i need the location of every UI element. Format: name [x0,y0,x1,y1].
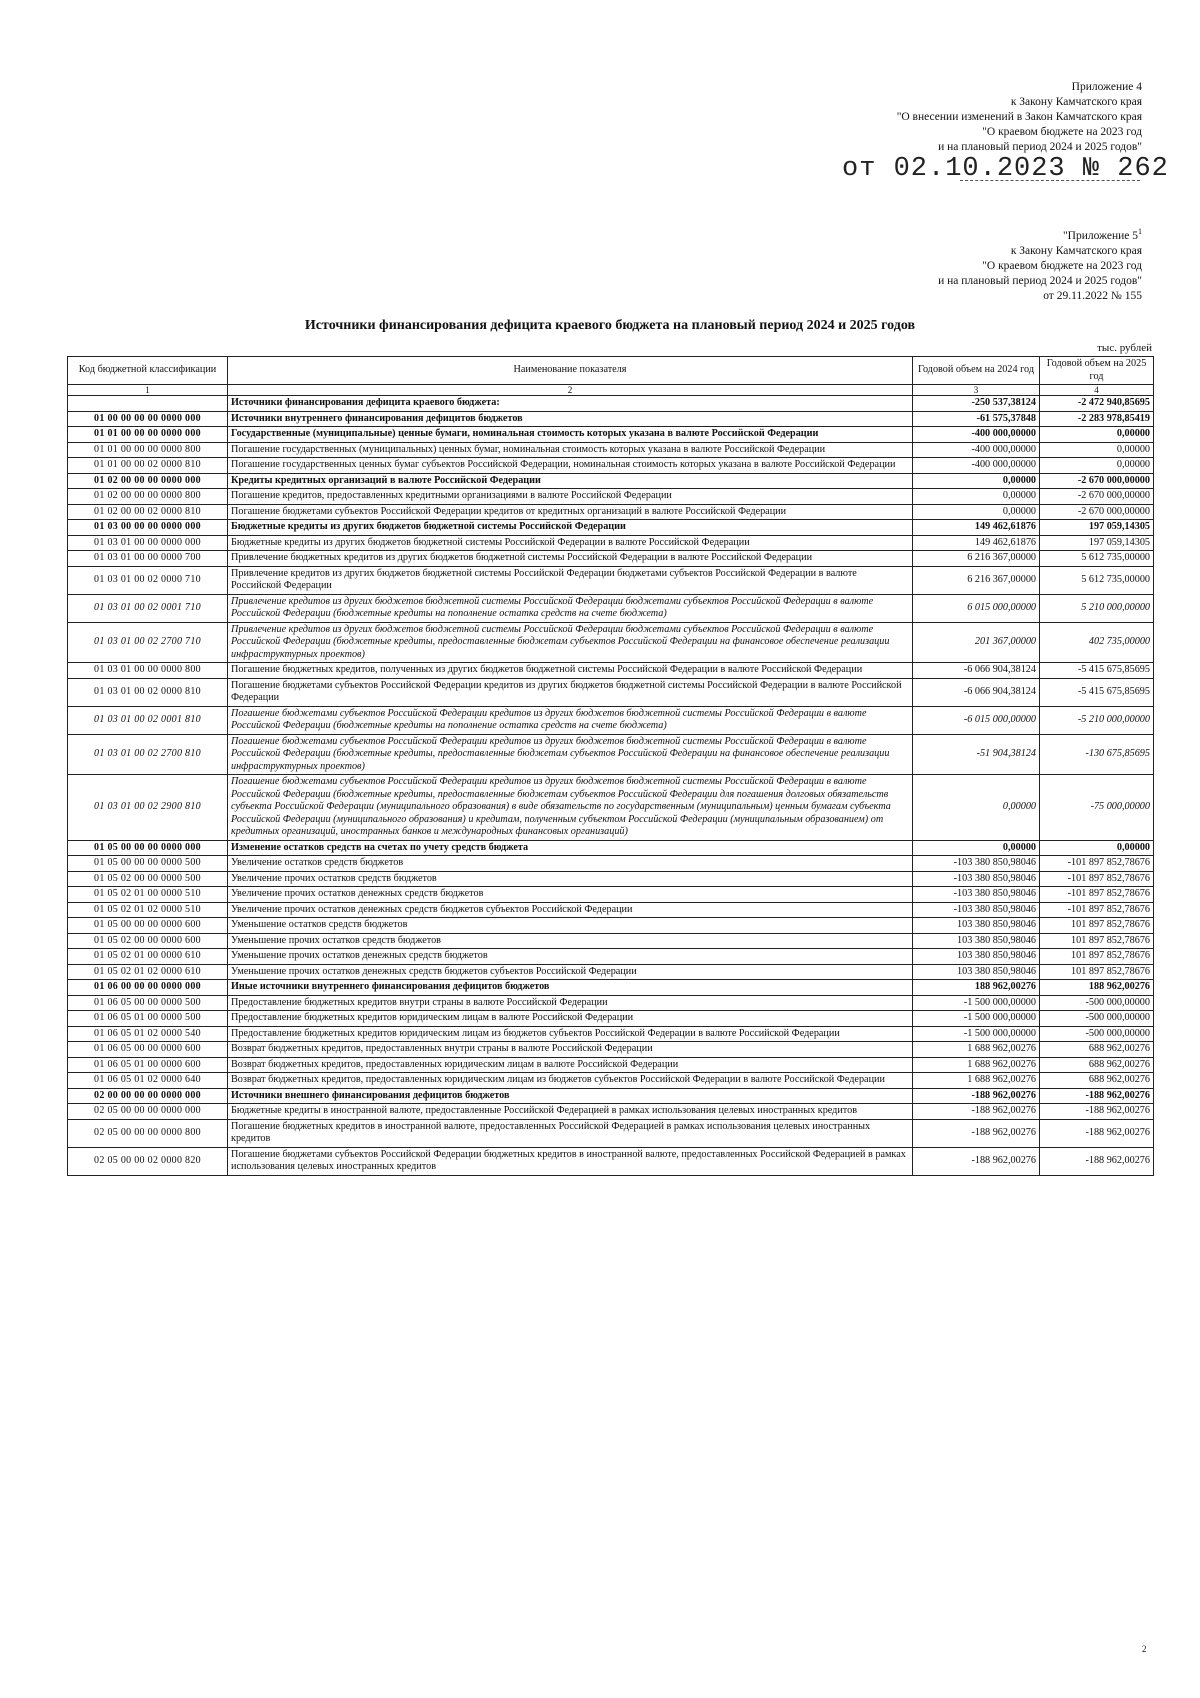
table-row [68,1088,1154,1104]
table-row [68,427,1154,443]
cell-code: 01 05 02 01 02 0000 510 [68,902,228,918]
cell-code: 01 05 00 00 00 0000 600 [68,918,228,934]
cell-value-2024: 0,00000 [913,489,1040,505]
cell-code: 01 05 00 00 00 0000 500 [68,856,228,872]
cell-value-2025: -2 670 000,00000 [1040,489,1154,505]
cell-name: Предоставление бюджетных кредитов внутри страны в валюте Российской Федерации [228,995,913,1011]
cell-code: 01 06 05 00 00 0000 500 [68,995,228,1011]
appendix-header-line: Приложение 4 [1071,81,1142,93]
table-row [68,504,1154,520]
table-row [68,535,1154,551]
cell-name: Привлечение кредитов из других бюджетов бюджетной системы Российской Федерации бюджетами субъектов Российской Федерации в валюте Российской Федерации [228,566,913,594]
table-row [68,1073,1154,1089]
cell-value-2024: -6 066 904,38124 [913,678,1040,706]
cell-value-2025: -2 670 000,00000 [1040,473,1154,489]
cell-value-2025: -188 962,00276 [1040,1119,1154,1147]
cell-name: Предоставление бюджетных кредитов юридическим лицам в валюте Российской Федерации [228,1011,913,1027]
cell-code: 01 02 00 00 00 0000 000 [68,473,228,489]
cell-code: 01 03 01 00 02 0001 810 [68,706,228,734]
cell-value-2024: -250 537,38124 [913,396,1040,412]
table-row [68,840,1154,856]
cell-name: Погашение бюджетами субъектов Российской Федерации кредитов от кредитных организаций в валюте Российской Федерации [228,504,913,520]
cell-code: 01 05 02 00 00 0000 500 [68,871,228,887]
cell-code: 01 05 02 00 00 0000 600 [68,933,228,949]
cell-value-2024: 6 015 000,00000 [913,594,1040,622]
cell-value-2025: -5 210 000,00000 [1040,706,1154,734]
cell-value-2024: -6 066 904,38124 [913,663,1040,679]
cell-code: 01 03 01 00 00 0000 000 [68,535,228,551]
cell-code: 01 03 01 00 02 0001 710 [68,594,228,622]
cell-code: 01 03 01 00 02 0000 810 [68,678,228,706]
table-row [68,980,1154,996]
cell-value-2024: 0,00000 [913,504,1040,520]
table-row [68,594,1154,622]
appendix-header-line: "О краевом бюджете на 2023 год [982,126,1142,138]
cell-value-2025: 101 897 852,78676 [1040,933,1154,949]
appendix-header [897,80,1142,155]
document-title: Источники финансирования дефицита краевого бюджета на плановый период 2024 и 2025 годов [304,318,916,333]
cell-name: Погашение бюджетами субъектов Российской Федерации кредитов из других бюджетов бюджетной системы Российской Федерации в валюте Российской Федерации (бюджетные кредиты, предоставленные бюджетам субъектов Российской Федерации на финансовое обеспечение реализации инфраструктурных проектов) [228,734,913,775]
cell-value-2024: -103 380 850,98046 [913,902,1040,918]
cell-value-2024: 201 367,00000 [913,622,1040,663]
cell-code: 01 06 05 01 02 0000 540 [68,1026,228,1042]
cell-code: 02 05 00 00 00 0000 800 [68,1119,228,1147]
column-index: 3 [913,385,1040,396]
table-row [68,1011,1154,1027]
cell-value-2024: -188 962,00276 [913,1147,1040,1175]
column-header-code: Код бюджетной классификации [68,357,228,385]
original-appendix-line: от 29.11.2022 № 155 [1043,289,1142,302]
cell-value-2024: 1 688 962,00276 [913,1057,1040,1073]
cell-value-2025: -2 283 978,85419 [1040,411,1154,427]
cell-code: 01 01 00 00 00 0000 800 [68,442,228,458]
cell-value-2025: -101 897 852,78676 [1040,871,1154,887]
appendix-header-line: к Закону Камчатского края [1010,96,1142,108]
cell-name: Погашение бюджетами субъектов Российской Федерации кредитов из других бюджетов бюджетной системы Российской Федерации в валюте Российской Федерации (бюджетные кредиты на пополнение остатка средств на счете бюджета) [228,706,913,734]
cell-value-2024: -188 962,00276 [913,1088,1040,1104]
cell-value-2025: -188 962,00276 [1040,1147,1154,1175]
cell-name: Привлечение кредитов из других бюджетов бюджетной системы Российской Федерации бюджетами субъектов Российской Федерации в валюте Российской Федерации (бюджетные кредиты, предоставленные бюджетам субъектов Российской Федерации на финансовое обеспечение реализации инфраструктурных проектов) [228,622,913,663]
cell-value-2024: -103 380 850,98046 [913,871,1040,887]
page-mark: 2 [1142,1644,1147,1654]
cell-code: 01 01 00 00 02 0000 810 [68,458,228,474]
cell-value-2025: 5 612 735,00000 [1040,566,1154,594]
table-row [68,734,1154,775]
column-index: 4 [1040,385,1154,396]
cell-code: 01 06 05 01 00 0000 600 [68,1057,228,1073]
cell-name: Увеличение прочих остатков денежных средств бюджетов субъектов Российской Федерации [228,902,913,918]
cell-value-2025: -500 000,00000 [1040,995,1154,1011]
cell-code: 02 05 00 00 02 0000 820 [68,1147,228,1175]
table-row [68,458,1154,474]
cell-code: 01 03 01 00 00 0000 800 [68,663,228,679]
cell-name: Привлечение кредитов из других бюджетов бюджетной системы Российской Федерации бюджетами субъектов Российской Федерации в валюте Российской Федерации (бюджетные кредиты на пополнение остатка средств на счете бюджета) [228,594,913,622]
cell-value-2025: -2 472 940,85695 [1040,396,1154,412]
units-label: тыс. рублей [1097,342,1152,354]
table-row [68,949,1154,965]
cell-name: Погашение кредитов, предоставленных кредитными организациями в валюте Российской Федерации [228,489,913,505]
cell-name: Возврат бюджетных кредитов, предоставленных юридическим лицам в валюте Российской Федерации [228,1057,913,1073]
cell-value-2025: 188 962,00276 [1040,980,1154,996]
cell-name: Бюджетные кредиты из других бюджетов бюджетной системы Российской Федерации [228,520,913,536]
table-row [68,566,1154,594]
cell-name: Погашение бюджетных кредитов в иностранной валюте, предоставленных Российской Федерацией в рамках использования целевых иностранных кредитов [228,1119,913,1147]
cell-name: Уменьшение прочих остатков средств бюджетов [228,933,913,949]
table-row [68,775,1154,841]
table-row [68,396,1154,412]
original-appendix-header [938,224,1142,304]
cell-name: Погашение бюджетных кредитов, полученных из других бюджетов бюджетной системы Российской Федерации в валюте Российской Федерации [228,663,913,679]
cell-name: Источники внешнего финансирования дефицитов бюджетов [228,1088,913,1104]
cell-code: 01 03 01 00 02 2900 810 [68,775,228,841]
cell-value-2024: 6 216 367,00000 [913,551,1040,567]
cell-code: 01 03 01 00 02 2700 810 [68,734,228,775]
cell-value-2024: 103 380 850,98046 [913,933,1040,949]
cell-code: 01 03 01 00 02 2700 710 [68,622,228,663]
cell-code: 01 05 02 01 02 0000 610 [68,964,228,980]
cell-value-2025: -130 675,85695 [1040,734,1154,775]
budget-sources-table [67,356,1154,1176]
cell-name: Погашение бюджетами субъектов Российской Федерации кредитов из других бюджетов бюджетной системы Российской Федерации в валюте Российской Федерации [228,678,913,706]
cell-name: Изменение остатков средств на счетах по учету средств бюджета [228,840,913,856]
cell-value-2025: 688 962,00276 [1040,1073,1154,1089]
cell-code: 01 05 02 01 00 0000 510 [68,887,228,903]
cell-code: 01 00 00 00 00 0000 000 [68,411,228,427]
cell-value-2025: 0,00000 [1040,840,1154,856]
table-row [68,1057,1154,1073]
cell-value-2025: -500 000,00000 [1040,1011,1154,1027]
cell-value-2024: -1 500 000,00000 [913,1026,1040,1042]
table-row [68,678,1154,706]
cell-code: 01 05 00 00 00 0000 000 [68,840,228,856]
table-row [68,551,1154,567]
cell-value-2024: -400 000,00000 [913,442,1040,458]
cell-value-2025: -2 670 000,00000 [1040,504,1154,520]
cell-value-2025: 101 897 852,78676 [1040,964,1154,980]
cell-name: Кредиты кредитных организаций в валюте Российской Федерации [228,473,913,489]
cell-code: 01 02 00 00 02 0000 810 [68,504,228,520]
cell-value-2025: 197 059,14305 [1040,535,1154,551]
cell-value-2024: 103 380 850,98046 [913,918,1040,934]
table-row [68,1119,1154,1147]
table-body [68,396,1154,1176]
cell-name: Уменьшение остатков средств бюджетов [228,918,913,934]
cell-value-2025: 101 897 852,78676 [1040,918,1154,934]
law-date-stamp: от 02.10.2023 № 262 [842,154,1169,184]
cell-code: 01 05 02 01 00 0000 610 [68,949,228,965]
cell-name: Погашение бюджетами субъектов Российской Федерации бюджетных кредитов в иностранной валюте, предоставленных Российской Федерацией в рамках использования целевых иностранных кредитов [228,1147,913,1175]
cell-value-2024: -400 000,00000 [913,427,1040,443]
column-header-name: Наименование показателя [228,357,913,385]
cell-value-2024: -188 962,00276 [913,1104,1040,1120]
cell-code: 01 03 01 00 00 0000 700 [68,551,228,567]
table-row [68,1042,1154,1058]
cell-code: 01 06 05 01 02 0000 640 [68,1073,228,1089]
column-header-2025: Годовой объем на 2025 год [1040,357,1154,385]
table-row [68,442,1154,458]
table-row [68,902,1154,918]
cell-value-2024: 1 688 962,00276 [913,1073,1040,1089]
cell-value-2025: 0,00000 [1040,427,1154,443]
cell-name: Возврат бюджетных кредитов, предоставленных юридическим лицам из бюджетов субъектов Российской Федерации в валюте Российской Федерации [228,1073,913,1089]
cell-code: 01 06 05 00 00 0000 600 [68,1042,228,1058]
cell-value-2025: -5 415 675,85695 [1040,678,1154,706]
cell-value-2024: 103 380 850,98046 [913,964,1040,980]
cell-value-2024: 103 380 850,98046 [913,949,1040,965]
table-row [68,489,1154,505]
table-row [68,887,1154,903]
cell-value-2025: -75 000,00000 [1040,775,1154,841]
cell-name: Источники внутреннего финансирования дефицитов бюджетов [228,411,913,427]
cell-value-2025: -101 897 852,78676 [1040,887,1154,903]
cell-value-2025: -101 897 852,78676 [1040,902,1154,918]
column-index: 2 [228,385,913,396]
cell-name: Источники финансирования дефицита краевого бюджета: [228,396,913,412]
cell-name: Привлечение бюджетных кредитов из других бюджетов бюджетной системы Российской Федерации в валюте Российской Федерации [228,551,913,567]
cell-name: Бюджетные кредиты в иностранной валюте, предоставленные Российской Федерацией в рамках использования целевых иностранных кредитов [228,1104,913,1120]
original-appendix-line: "О краевом бюджете на 2023 год [982,259,1142,272]
cell-value-2024: -188 962,00276 [913,1119,1040,1147]
cell-value-2024: 1 688 962,00276 [913,1042,1040,1058]
cell-code: 02 05 00 00 00 0000 000 [68,1104,228,1120]
cell-name: Увеличение прочих остатков денежных средств бюджетов [228,887,913,903]
cell-value-2024: 0,00000 [913,840,1040,856]
table-row [68,918,1154,934]
table-row [68,663,1154,679]
table-row [68,933,1154,949]
table-row [68,622,1154,663]
table-row [68,871,1154,887]
cell-value-2024: 149 462,61876 [913,535,1040,551]
cell-name: Государственные (муниципальные) ценные бумаги, номинальная стоимость которых указана в валюте Российской Федерации [228,427,913,443]
cell-value-2025: -101 897 852,78676 [1040,856,1154,872]
cell-value-2025: 0,00000 [1040,458,1154,474]
column-header-2024: Годовой объем на 2024 год [913,357,1040,385]
cell-code: 01 02 00 00 00 0000 800 [68,489,228,505]
cell-name: Предоставление бюджетных кредитов юридическим лицам из бюджетов субъектов Российской Федерации в валюте Российской Федерации [228,1026,913,1042]
cell-code: 01 06 00 00 00 0000 000 [68,980,228,996]
cell-value-2025: -188 962,00276 [1040,1088,1154,1104]
table-row [68,1147,1154,1175]
cell-code: 01 03 00 00 00 0000 000 [68,520,228,536]
cell-value-2024: 0,00000 [913,775,1040,841]
cell-value-2024: 6 216 367,00000 [913,566,1040,594]
cell-value-2025: 688 962,00276 [1040,1042,1154,1058]
cell-value-2025: -5 415 675,85695 [1040,663,1154,679]
cell-value-2025: 197 059,14305 [1040,520,1154,536]
cell-value-2024: -51 904,38124 [913,734,1040,775]
cell-name: Иные источники внутреннего финансирования дефицитов бюджетов [228,980,913,996]
table-row [68,520,1154,536]
table-header-row [68,357,1154,385]
original-appendix-line: к Закону Камчатского края [1010,244,1142,257]
column-index: 1 [68,385,228,396]
cell-value-2025: 5 612 735,00000 [1040,551,1154,567]
table-row [68,856,1154,872]
cell-code: 01 01 00 00 00 0000 000 [68,427,228,443]
cell-name: Погашение государственных ценных бумаг субъектов Российской Федерации, номинальная стоимость которых указана в валюте Российской Федерации [228,458,913,474]
cell-code: 02 00 00 00 00 0000 000 [68,1088,228,1104]
stamp-underline [960,180,1140,181]
cell-value-2024: -103 380 850,98046 [913,856,1040,872]
cell-name: Увеличение остатков средств бюджетов [228,856,913,872]
cell-name: Бюджетные кредиты из других бюджетов бюджетной системы Российской Федерации в валюте Российской Федерации [228,535,913,551]
cell-value-2025: 402 735,00000 [1040,622,1154,663]
table-row [68,1026,1154,1042]
table-row [68,706,1154,734]
cell-value-2025: 688 962,00276 [1040,1057,1154,1073]
cell-code: 01 06 05 01 00 0000 500 [68,1011,228,1027]
cell-code [68,396,228,412]
cell-name: Погашение бюджетами субъектов Российской Федерации кредитов из других бюджетов бюджетной системы Российской Федерации в валюте Российской Федерации (бюджетные кредиты, предоставленные бюджетам субъектов Российской Федерации для погашения долговых обязательств субъекта Российской Федерации (муниципального образования) в виде обязательств по государственным (муниципальным) ценным бумагам субъекта Российской Федерации (муниципального образования) и кредитам, полученным субъектом Российской Федерации (муниципальным образованием) от кредитных организаций, иностранных банков и международных финансовых организаций) [228,775,913,841]
cell-value-2025: 0,00000 [1040,442,1154,458]
cell-value-2024: 188 962,00276 [913,980,1040,996]
table-row [68,964,1154,980]
column-index-row [68,385,1154,396]
cell-name: Уменьшение прочих остатков денежных средств бюджетов [228,949,913,965]
table-row [68,1104,1154,1120]
cell-name: Погашение государственных (муниципальных) ценных бумаг, номинальная стоимость которых указана в валюте Российской Федерации [228,442,913,458]
cell-value-2024: -6 015 000,00000 [913,706,1040,734]
table-row [68,995,1154,1011]
cell-code: 01 03 01 00 02 0000 710 [68,566,228,594]
cell-value-2025: 5 210 000,00000 [1040,594,1154,622]
cell-value-2025: -500 000,00000 [1040,1026,1154,1042]
cell-value-2025: -188 962,00276 [1040,1104,1154,1120]
cell-name: Увеличение прочих остатков средств бюджетов [228,871,913,887]
table-row [68,473,1154,489]
original-appendix-line: "Приложение $5^1$ [1062,227,1142,242]
cell-name: Возврат бюджетных кредитов, предоставленных внутри страны в валюте Российской Федерации [228,1042,913,1058]
appendix-header-line: "О внесении изменений в Закон Камчатского края [896,111,1142,123]
cell-value-2024: -400 000,00000 [913,458,1040,474]
cell-name: Уменьшение прочих остатков денежных средств бюджетов субъектов Российской Федерации [228,964,913,980]
table-row [68,411,1154,427]
cell-value-2024: 0,00000 [913,473,1040,489]
cell-value-2024: -1 500 000,00000 [913,995,1040,1011]
cell-value-2024: 149 462,61876 [913,520,1040,536]
cell-value-2024: -1 500 000,00000 [913,1011,1040,1027]
cell-value-2024: -61 575,37848 [913,411,1040,427]
cell-value-2024: -103 380 850,98046 [913,887,1040,903]
appendix-header-line: и на плановый период 2024 и 2025 годов" [938,141,1142,153]
original-appendix-line: и на плановый период 2024 и 2025 годов" [938,274,1142,287]
cell-value-2025: 101 897 852,78676 [1040,949,1154,965]
